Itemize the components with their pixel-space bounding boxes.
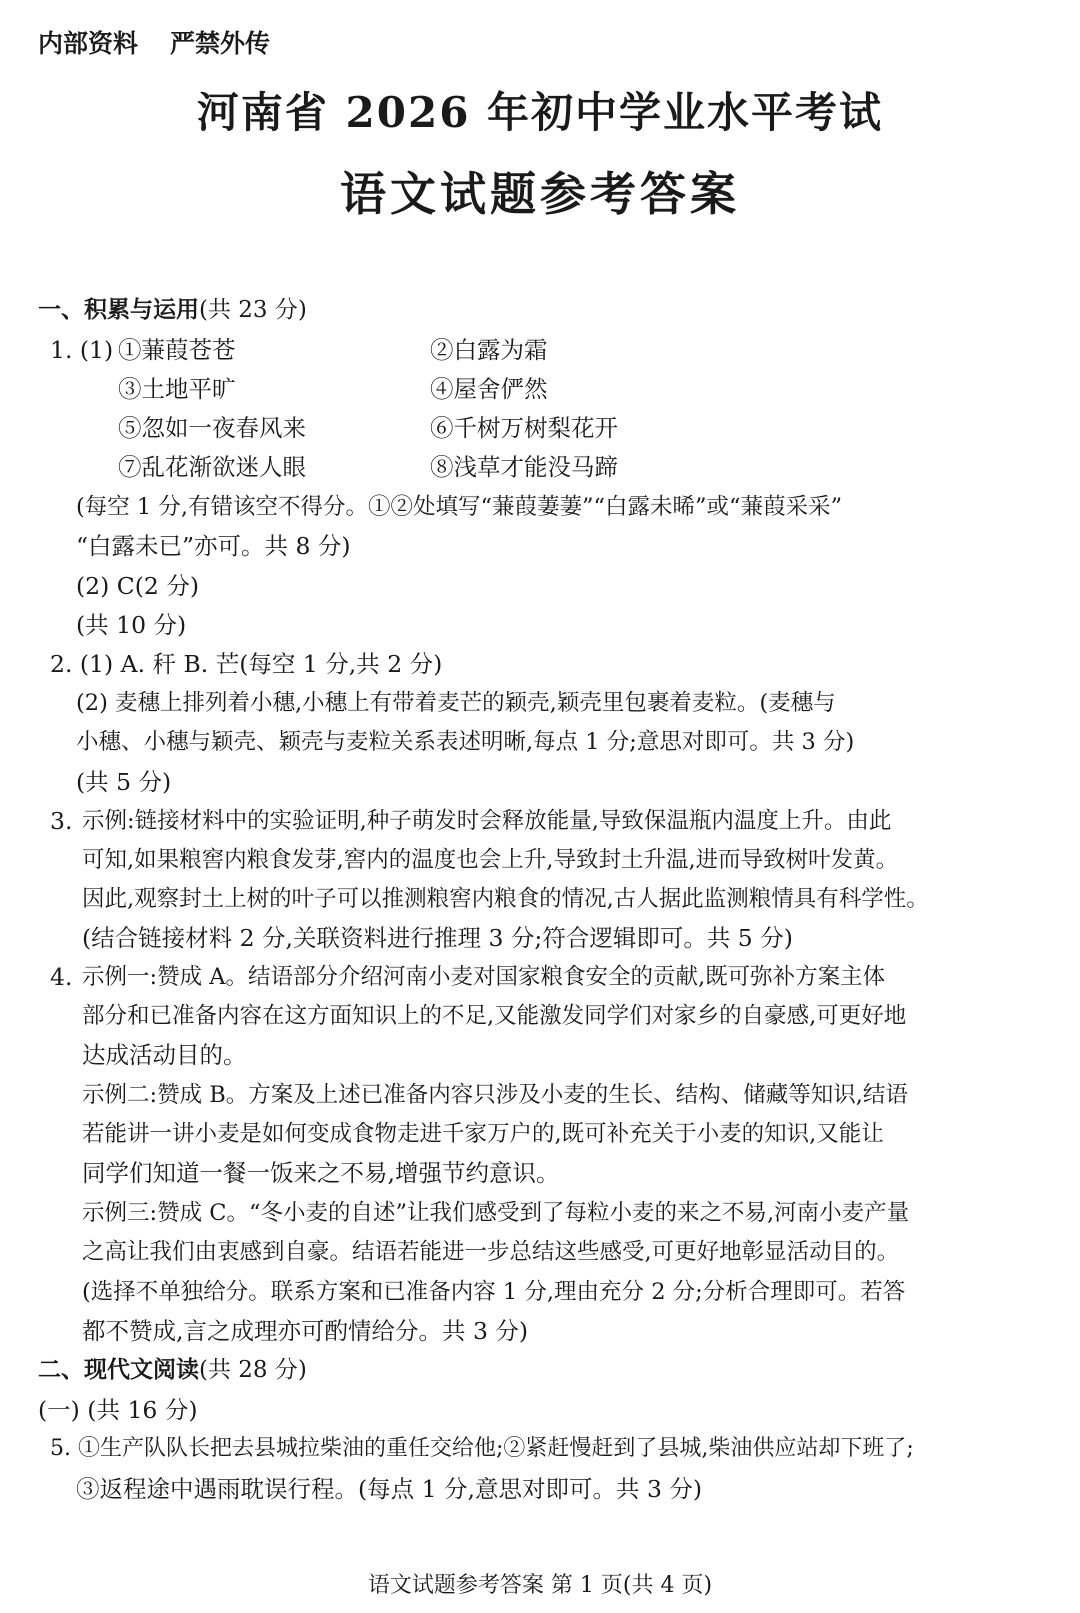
section1-heading xyxy=(38,295,307,325)
section2-heading xyxy=(38,1355,307,1385)
exam-title: 河南省 2026 年初中学业水平考试 xyxy=(196,88,884,137)
q1-blank-7: ⑦乱花渐欲迷人眼 xyxy=(118,453,306,481)
q1-label: 1. (1) xyxy=(50,336,114,364)
q1-scoring-note-2: “白露未已”亦可。共 8 分) xyxy=(76,532,351,560)
q3-number: 3. xyxy=(50,807,73,835)
q1-part2-answer: (2) C(2 分) xyxy=(76,572,199,600)
section2-points: (共 28 分) xyxy=(199,1357,307,1383)
q3-line-3: 因此,观察封土上树的叶子可以推测粮窖内粮食的情况,古人据此监测粮情具有科学性。 xyxy=(82,886,929,912)
internal-material-label: 内部资料 xyxy=(38,29,139,58)
q5-line-1: 5. ①生产队队长把去县城拉柴油的重任交给他;②紧赶慢赶到了县城,柴油供应站却下班了; xyxy=(50,1436,914,1461)
q1-blank-4: ④屋舍俨然 xyxy=(430,375,548,403)
q3-line-1: 示例:链接材料中的实验证明,种子萌发时会释放能量,导致保温瓶内温度上升。由此 xyxy=(82,808,892,834)
section1-points: (共 23 分) xyxy=(199,297,307,323)
q4-line-3: 达成活动目的。 xyxy=(82,1041,247,1069)
q1-blank-6: ⑥千树万树梨花开 xyxy=(430,414,618,442)
q3-line-2: 可知,如果粮窖内粮食发芽,窖内的温度也会上升,导致封土升温,进而导致树叶发黄。 xyxy=(82,847,899,873)
q1-blank-8: ⑧浅草才能没马蹄 xyxy=(430,453,618,481)
document-title: 语文试题参考答案 xyxy=(340,167,740,221)
q1-total: (共 10 分) xyxy=(76,611,187,639)
q4-line-1: 示例一:赞成 A。结语部分介绍河南小麦对国家粮食安全的贡献,既可弥补方案主体 xyxy=(82,964,886,990)
q4-line-2: 部分和已准备内容在这方面知识上的不足,又能激发同学们对家乡的自豪感,可更好地 xyxy=(82,1003,907,1029)
q3-scoring: (结合链接材料 2 分,关联资料进行推理 3 分;符合逻辑即可。共 5 分) xyxy=(82,924,793,952)
q2-part1-answer: 2. (1) A. 秆 B. 芒(每空 1 分,共 2 分) xyxy=(50,650,443,678)
q1-blank-2: ②白露为霜 xyxy=(430,336,548,364)
section2-subsection: (一) (共 16 分) xyxy=(38,1396,198,1424)
q4-line-7: 示例三:赞成 C。“冬小麦的自述”让我们感受到了每粒小麦的来之不易,河南小麦产量 xyxy=(82,1200,910,1226)
q2-total: (共 5 分) xyxy=(76,768,172,796)
section2-title: 二、现代文阅读 xyxy=(38,1357,199,1383)
no-distribution-label: 严禁外传 xyxy=(170,29,271,58)
page-footer: 语文试题参考答案 第 1 页(共 4 页) xyxy=(367,1573,713,1598)
q1-blank-5: ⑤忽如一夜春风来 xyxy=(118,414,306,442)
q4-line-8: 之高让我们由衷感到自豪。结语若能进一步总结这些感受,可更好地彰显活动目的。 xyxy=(82,1239,900,1265)
q1-blank-3: ③土地平旷 xyxy=(118,375,236,403)
q4-line-5: 若能讲一讲小麦是如何变成食物走进千家万户的,既可补充关于小麦的知识,又能让 xyxy=(82,1121,884,1147)
section1-title: 一、积累与运用 xyxy=(38,297,199,323)
q1-scoring-note-1: (每空 1 分,有错该空不得分。①②处填写“蒹葭萋萋”“白露未晞”或“蒹葭采采” xyxy=(76,494,843,520)
q4-scoring-1: (选择不单独给分。联系方案和已准备内容 1 分,理由充分 2 分;分析合理即可。若答 xyxy=(82,1279,906,1305)
confidential-note xyxy=(38,24,270,60)
q4-line-4: 示例二:赞成 B。方案及上述已准备内容只涉及小麦的生长、结构、储藏等知识,结语 xyxy=(82,1082,908,1108)
q4-scoring-2: 都不赞成,言之成理亦可酌情给分。共 3 分) xyxy=(82,1317,529,1345)
q2-part2-answer: (2) 麦穗上排列着小穗,小穗上有带着麦芒的颖壳,颖壳里包裹着麦粒。(麦穗与 xyxy=(76,690,836,716)
q2-part2-scoring: 小穗、小穗与颖壳、颖壳与麦粒关系表述明晰,每点 1 分;意思对即可。共 3 分) xyxy=(76,729,855,755)
q5-line-2: ③返程途中遇雨耽误行程。(每点 1 分,意思对即可。共 3 分) xyxy=(76,1475,703,1503)
q4-number: 4. xyxy=(50,963,73,991)
q1-blank-1: ①蒹葭苍苍 xyxy=(118,336,236,364)
q4-line-6: 同学们知道一餐一饭来之不易,增强节约意识。 xyxy=(82,1159,560,1187)
